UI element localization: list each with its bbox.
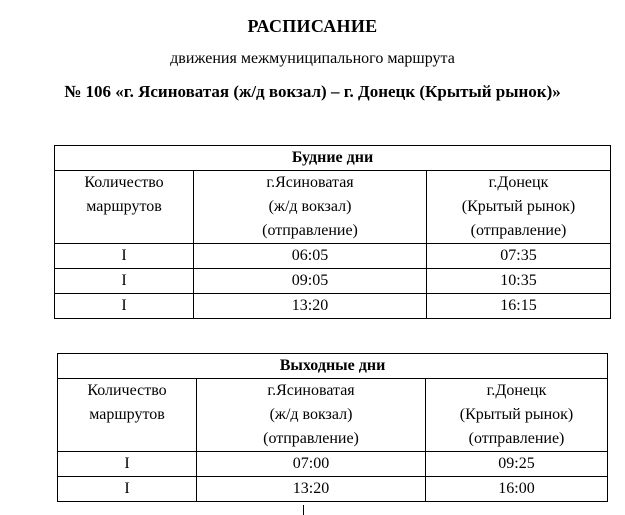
header-line: (отправление)	[470, 222, 567, 239]
route-count-cell: I	[55, 269, 194, 294]
col-route-count-header	[55, 171, 194, 244]
page-continuation-line	[303, 505, 304, 515]
table-row	[55, 294, 611, 319]
header-line: Количество	[87, 382, 167, 399]
weekend-heading: Выходные дни	[58, 354, 608, 379]
col-donetsk-header	[427, 171, 611, 244]
table-row	[58, 477, 608, 502]
departure-donetsk-cell: 07:35	[427, 244, 611, 269]
column-header-row	[58, 379, 608, 452]
column-header-row	[55, 171, 611, 244]
route-count-cell: I	[58, 452, 197, 477]
header-line: (Крытый рынок)	[461, 198, 576, 215]
header-line: г.Ясиноватая	[266, 174, 354, 191]
route-name: № 106 «г. Ясиноватая (ж/д вокзал) – г. Донецк (Крытый рынок)»	[64, 82, 561, 101]
departure-yasinovataya-cell: 07:00	[197, 452, 426, 477]
table-heading-row	[58, 354, 608, 379]
table-row	[55, 244, 611, 269]
weekday-heading: Будние дни	[55, 146, 611, 171]
route-count-cell: I	[55, 244, 194, 269]
departure-yasinovataya-cell: 13:20	[194, 294, 427, 319]
route-count-cell: I	[55, 294, 194, 319]
departure-donetsk-cell: 10:35	[427, 269, 611, 294]
header-line: (ж/д вокзал)	[269, 406, 353, 423]
header-line: г.Ясиноватая	[267, 382, 355, 399]
departure-donetsk-cell: 16:00	[426, 477, 608, 502]
departure-yasinovataya-cell: 13:20	[197, 477, 426, 502]
col-yasinovataya-header	[194, 171, 427, 244]
header-line: маршрутов	[89, 406, 165, 423]
route-count-cell: I	[58, 477, 197, 502]
header-line: маршрутов	[86, 198, 162, 215]
header-line: (отправление)	[262, 222, 358, 239]
departure-donetsk-cell: 09:25	[426, 452, 608, 477]
table-row	[55, 269, 611, 294]
document-subtitle: движения межмуниципального маршрута	[170, 50, 455, 67]
departure-yasinovataya-cell: 09:05	[194, 269, 427, 294]
header-line: г.Донецк	[488, 174, 549, 191]
header-line: (ж/д вокзал)	[268, 198, 352, 215]
table-heading-row	[55, 146, 611, 171]
departure-donetsk-cell: 16:15	[427, 294, 611, 319]
header-line: (отправление)	[468, 430, 565, 447]
header-line: (отправление)	[263, 430, 359, 447]
col-route-count-header	[58, 379, 197, 452]
header-line: г.Донецк	[486, 382, 547, 399]
header-line: (Крытый рынок)	[459, 406, 574, 423]
header-line: Количество	[84, 174, 164, 191]
weekend-schedule-table	[57, 353, 608, 502]
weekday-schedule-table	[54, 145, 611, 319]
col-donetsk-header	[426, 379, 608, 452]
col-yasinovataya-header	[197, 379, 426, 452]
table-row	[58, 452, 608, 477]
document-title: РАСПИСАНИЕ	[247, 16, 378, 36]
departure-yasinovataya-cell: 06:05	[194, 244, 427, 269]
